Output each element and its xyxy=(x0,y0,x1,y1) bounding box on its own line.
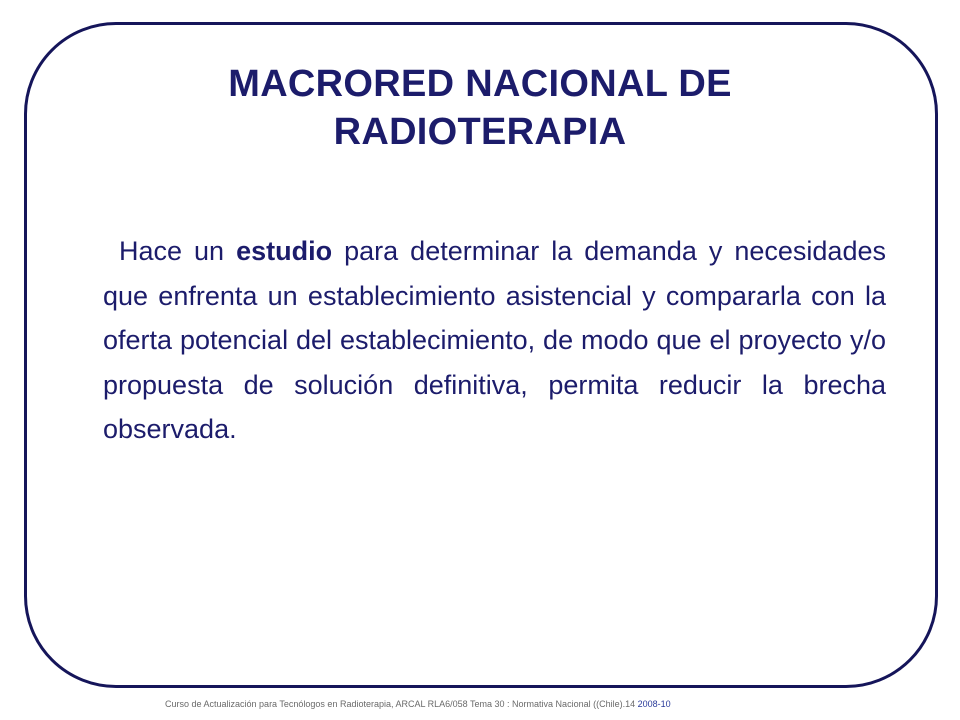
footer-text: Curso de Actualización para Tecnólogos en Radioterapia, ARCAL RLA6/058 Tema 30 : Normativa Nacional ((Chile).14 xyxy=(165,699,636,709)
footer-date: 2008-10 xyxy=(637,699,671,709)
title-line-1: MACRORED NACIONAL DE xyxy=(228,63,732,105)
body-emphasis: estudio xyxy=(236,236,333,266)
body-text-rest: para determinar la demanda y necesidades que enfrenta un establecimiento asistencial y compararla con la oferta potencial del establecimiento, de modo que el proyecto y/o propuesta de solución definitiva, permita reducir la brecha observada. xyxy=(103,236,886,445)
slide-footer xyxy=(165,699,671,709)
body-paragraph xyxy=(103,229,886,452)
title-line-2: RADIOTERAPIA xyxy=(333,111,627,153)
slide-title xyxy=(80,60,880,156)
body-text-start: Hace un xyxy=(119,236,237,266)
